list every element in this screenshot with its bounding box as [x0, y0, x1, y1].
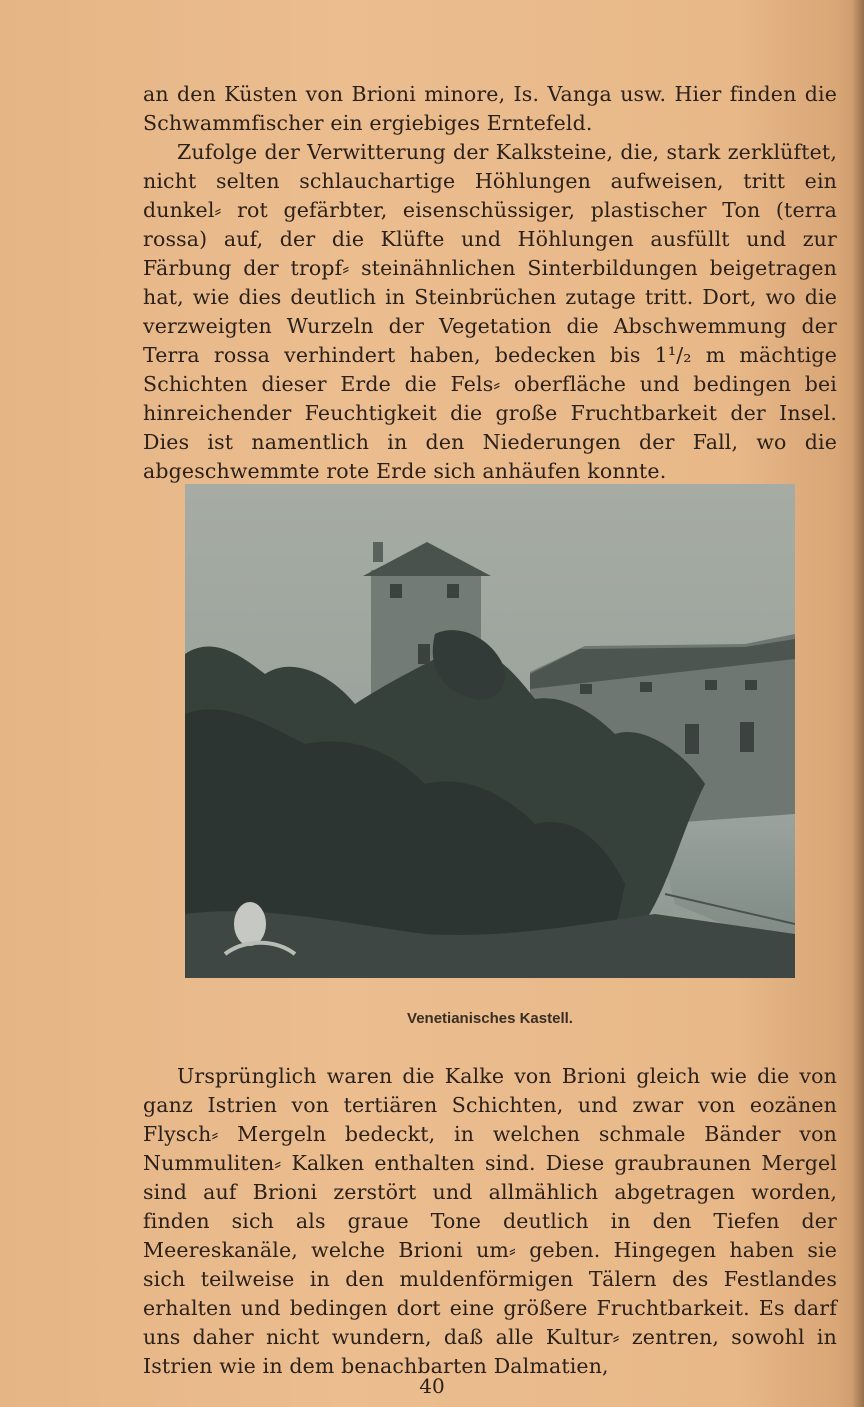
- castle-photo-illustration: [185, 484, 795, 978]
- figure-caption: Venetianisches Kastell.: [407, 1010, 573, 1027]
- text-block-top: [143, 80, 837, 486]
- paragraph-terra-rossa: Zufolge der Verwitterung der Kalksteine, die, stark zerklüftet, nicht selten schlauchartige Höhlungen aufweisen, tritt ein dunkel⸗ rot gefärbter, eisenschüssiger, plastischer Ton (terra rossa) auf, der die Klüfte und Höhlungen ausfüllt und zur Färbung der tropf⸗ steinähnlichen Sinterbildungen beigetragen hat, wie dies deutlich in Steinbrüchen zutage tritt. Dort, wo die verzweigten Wurzeln der Vegetation die Abschwemmung der Terra rossa verhindert haben, bedecken bis 1¹/₂ m mächtige Schichten dieser Erde die Fels⸗ oberfläche und bedingen bei hinreichender Feuchtigkeit die große Fruchtbarkeit der Insel. Dies ist namentlich in den Niederungen der Fall, wo die abgeschwemmte rote Erde sich anhäufen konnte.: [143, 140, 837, 483]
- paragraph-flysch: Ursprünglich waren die Kalke von Brioni gleich wie die von ganz Istrien von tertiären Schichten, und zwar von eozänen Flysch⸗ Mergeln bedeckt, in welchen schmale Bänder von Nummuliten⸗ Kalken enthalten sind. Diese graubraunen Mergel sind auf Brioni zerstört und allmählich abgetragen worden, finden sich als graue Tone deutlich in den Tiefen der Meereskanäle, welche Brioni um⸗ geben. Hingegen haben sie sich teilweise in den muldenförmigen Tälern des Festlandes erhalten und bedingen dort eine größere Fruchtbarkeit. Es darf uns daher nicht wundern, daß alle Kultur⸗ zentren, sowohl in Istrien wie in dem benachbarten Dalmatien,: [143, 1064, 837, 1378]
- page-number: 40: [419, 1374, 445, 1398]
- page-edge-shadow: [852, 0, 864, 1407]
- paragraph-continuation: an den Küsten von Brioni minore, Is. Vanga usw. Hier finden die Schwammfischer ein ergiebiges Erntefeld.: [143, 82, 837, 135]
- castle-photograph: [185, 484, 795, 978]
- text-block-bottom: [143, 1062, 837, 1381]
